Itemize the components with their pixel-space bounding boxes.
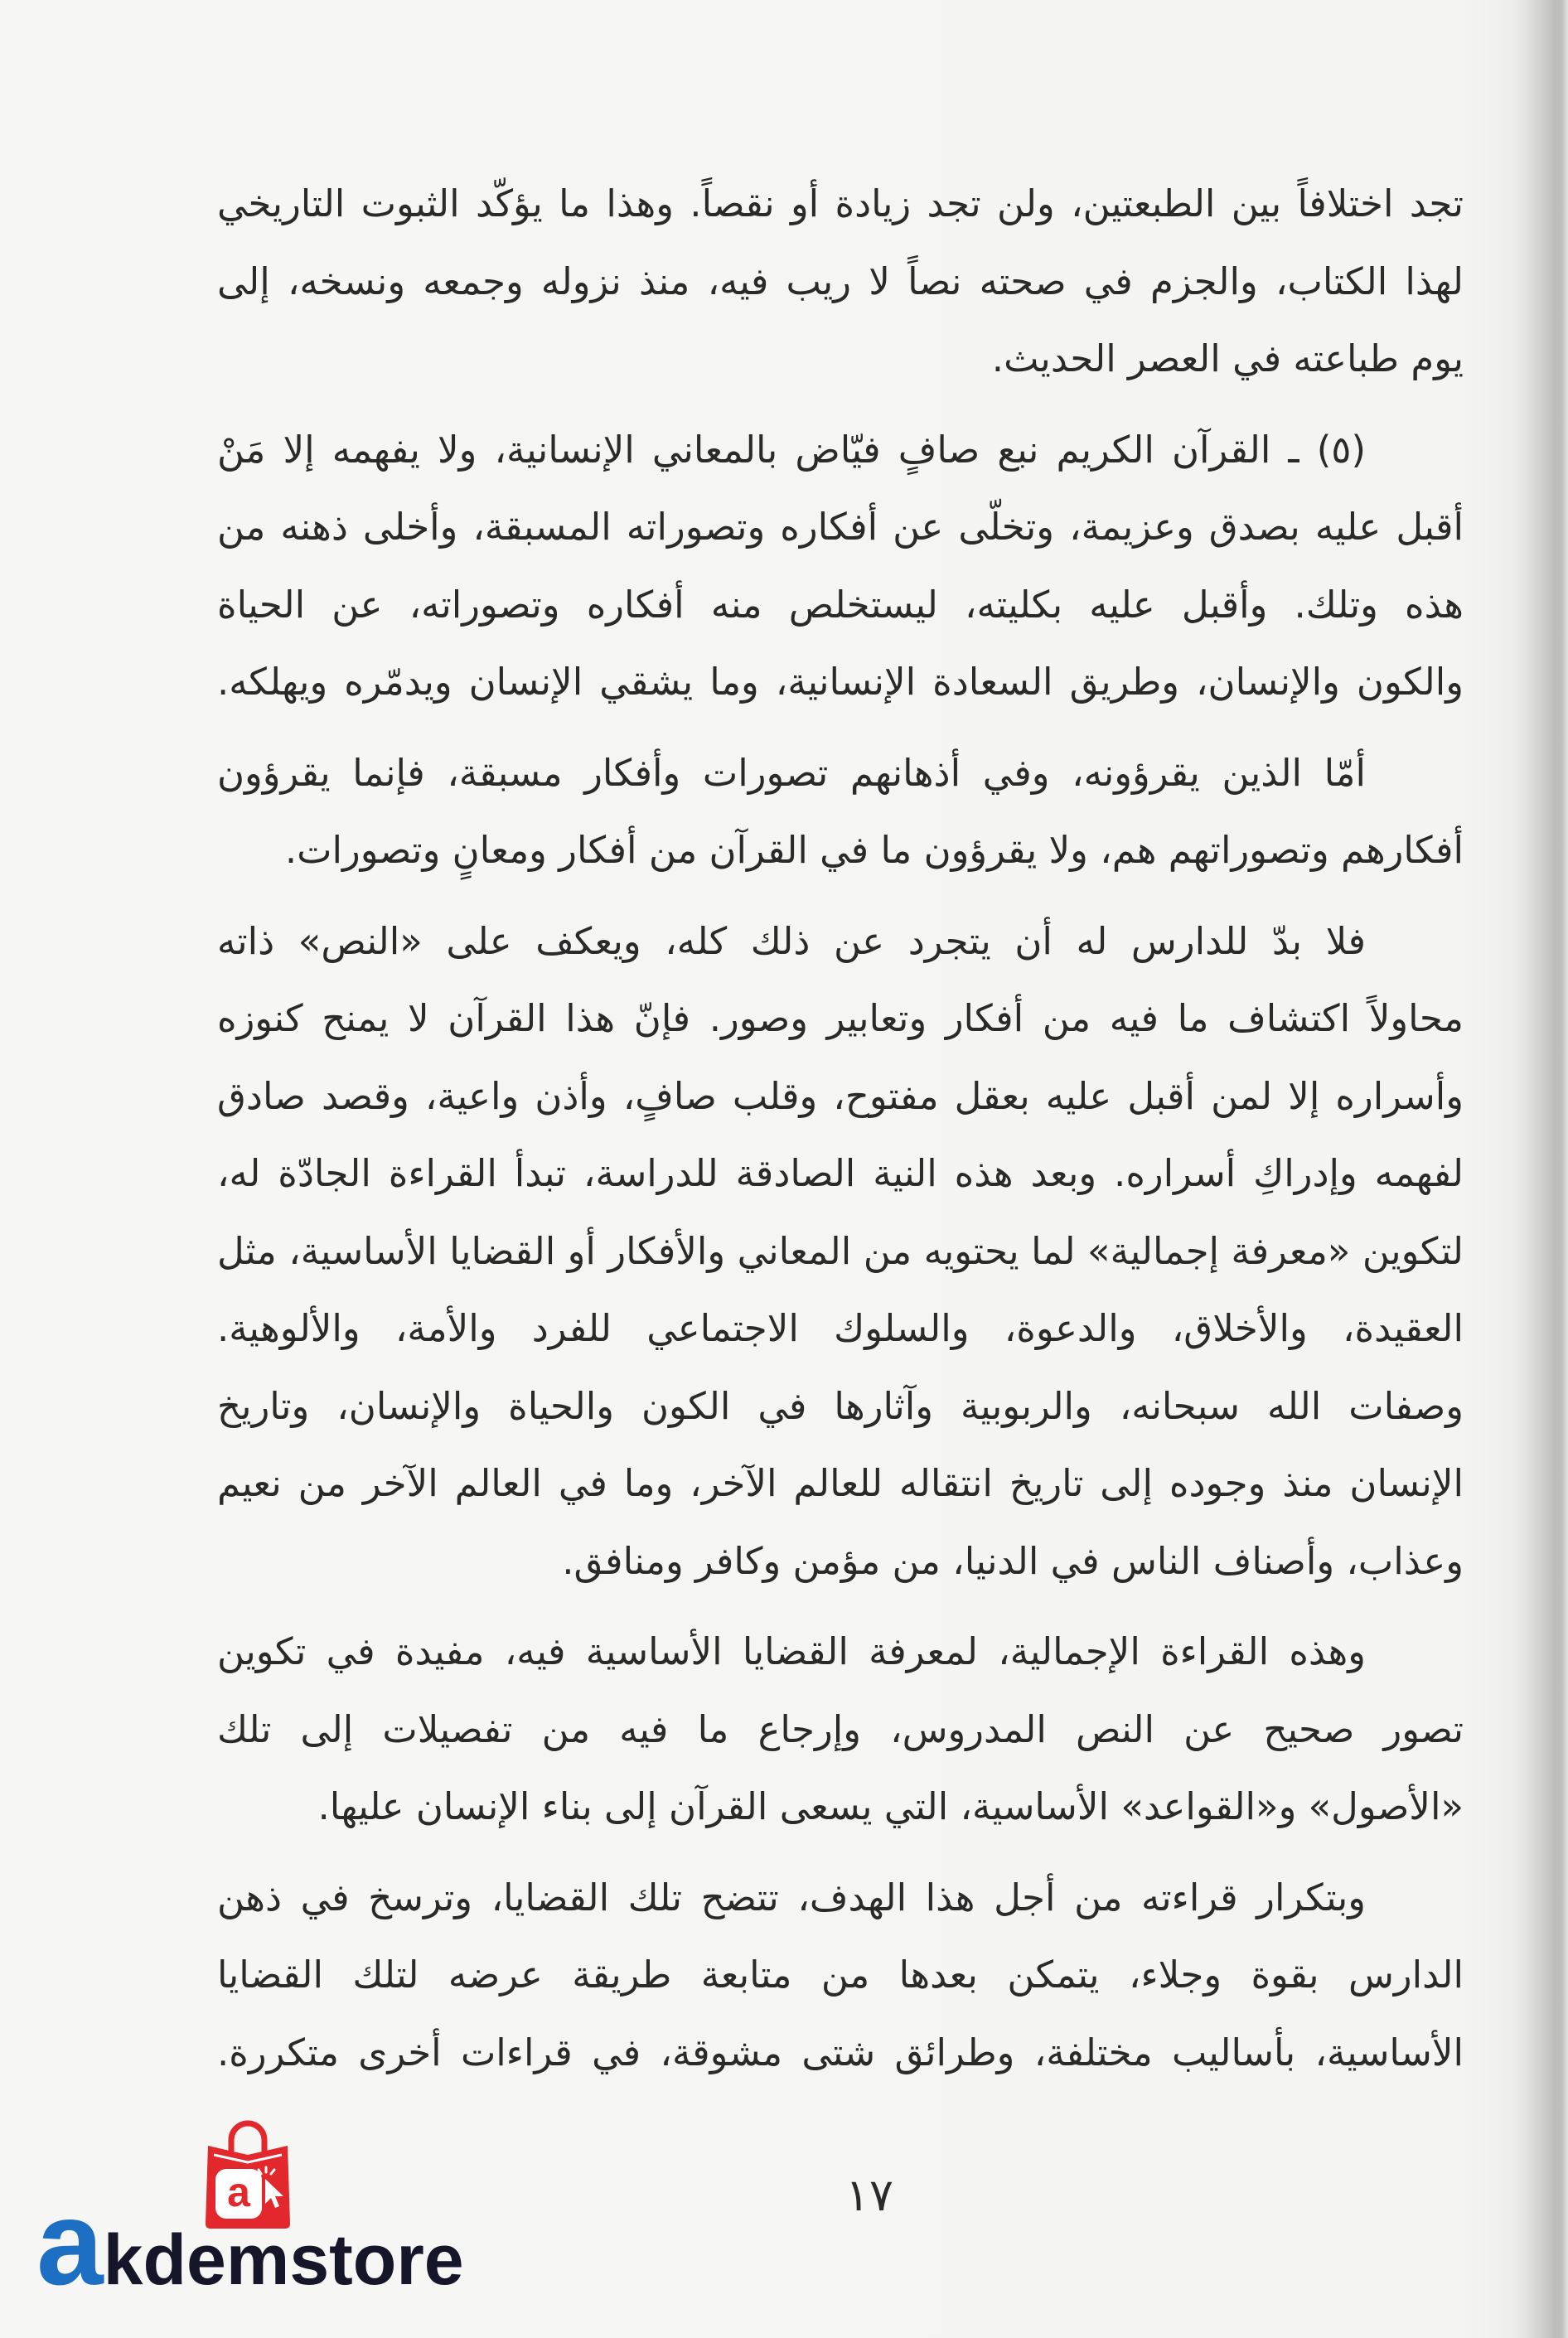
text-line: أمّا الذين يقرؤونه، وفي أذهانهم تصورات وأفكار مسبقة، فإنما يقرؤون bbox=[217, 750, 1366, 795]
bag-letter: a bbox=[227, 2169, 250, 2215]
text-line: والكون والإنسان، وطريق السعادة الإنسانية، وما يشقي الإنسان ويدمّره ويهلكه. bbox=[217, 660, 1464, 704]
text-line: يوم طباعته في العصر الحديث. bbox=[991, 336, 1464, 380]
page-edge-shadow bbox=[1527, 0, 1568, 2338]
text-line: وبتكرار قراءته من أجل هذا الهدف، تتضح تلك القضايا، وترسخ في ذهن bbox=[217, 1875, 1366, 1919]
text-line: لهذا الكتاب، والجزم في صحته نصاً لا ريب فيه، منذ نزوله وجمعه ونسخه، إلى bbox=[217, 259, 1464, 303]
text-line: وعذاب، وأصناف الناس في الدنيا، من مؤمن وكافر ومنافق. bbox=[562, 1538, 1464, 1583]
text-line: الإنسان منذ وجوده إلى تاريخ انتقاله للعالم الآخر، وما في العالم الآخر من نعيم bbox=[217, 1461, 1464, 1505]
text-line: وأسراره إلا لمن أقبل عليه بعقل مفتوح، وقلب صافٍ، وأذن واعية، وقصد صادق bbox=[217, 1073, 1464, 1118]
paragraph bbox=[217, 1859, 1464, 2092]
text-line: العقيدة، والأخلاق، والدعوة، والسلوك الاجتماعي للفرد والأمة، والألوهية. bbox=[217, 1306, 1464, 1350]
text-line: وصفات الله سبحانه، والربوبية وآثارها في الكون والحياة والإنسان، وتاريخ bbox=[217, 1383, 1464, 1428]
text-line: وهذه القراءة الإجمالية، لمعرفة القضايا الأساسية فيه، مفيدة في تكوين bbox=[217, 1629, 1366, 1673]
text-line: لفهمه وإدراكِ أسراره. وبعد هذه النية الصادقة للدراسة، تبدأ القراءة الجادّة له، bbox=[217, 1151, 1464, 1195]
text-line: أقبل عليه بصدق وعزيمة، وتخلّى عن أفكاره وتصوراته المسبقة، وأخلى ذهنه من bbox=[217, 505, 1464, 549]
body-text bbox=[217, 165, 1464, 2104]
text-line: الأساسية، بأساليب مختلفة، وطرائق شتى مشوقة، في قراءات أخرى متكررة. bbox=[217, 2030, 1464, 2074]
text-line: «الأصول» و«القواعد» الأساسية، التي يسعى القرآن إلى بناء الإنسان عليها. bbox=[317, 1784, 1464, 1828]
store-watermark bbox=[0, 2105, 514, 2338]
text-line: محاولاً اكتشاف ما فيه من أفكار وتعابير وصور. فإنّ هذا القرآن لا يمنح كنوزه bbox=[217, 996, 1464, 1040]
text-line: فلا بدّ للدارس له أن يتجرد عن ذلك كله، ويعكف على «النص» ذاته bbox=[217, 918, 1366, 963]
bag-handle bbox=[231, 2123, 264, 2151]
text-line: تجد اختلافاً بين الطبعتين، ولن تجد زيادة أو نقصاً. وهذا ما يؤكّد الثبوت التاريخي bbox=[217, 182, 1464, 225]
text-line: أفكارهم وتصوراتهم هم، ولا يقرؤون ما في القرآن من أفكار ومعانٍ وتصورات. bbox=[284, 828, 1464, 872]
text-line: (٥) ـ القرآن الكريم نبع صافٍ فيّاض بالمعاني الإنسانية، ولا يفهمه إلا مَنْ bbox=[217, 427, 1366, 472]
paragraph bbox=[217, 1613, 1464, 1846]
brand-name: akdemstore bbox=[36, 2176, 464, 2310]
paragraph bbox=[217, 903, 1464, 1600]
text-line: تصور صحيح عن النص المدروس، وإرجاع ما فيه من تفصيلات إلى تلك bbox=[217, 1706, 1464, 1751]
paragraph bbox=[217, 734, 1464, 889]
text-line: هذه وتلك. وأقبل عليه بكليته، ليستخلص منه أفكاره وتصوراته، عن الحياة bbox=[217, 582, 1464, 627]
page-number: ١٧ bbox=[844, 2169, 893, 2221]
paragraph bbox=[217, 411, 1464, 721]
text-line: الدارس بقوة وجلاء، يتمكن بعدها من متابعة طريقة عرضه لتلك القضايا bbox=[217, 1953, 1464, 1997]
text-line: لتكوين «معرفة إجمالية» لما يحتويه من المعاني والأفكار أو القضايا الأساسية، مثل bbox=[217, 1228, 1464, 1273]
paragraph bbox=[217, 165, 1464, 398]
